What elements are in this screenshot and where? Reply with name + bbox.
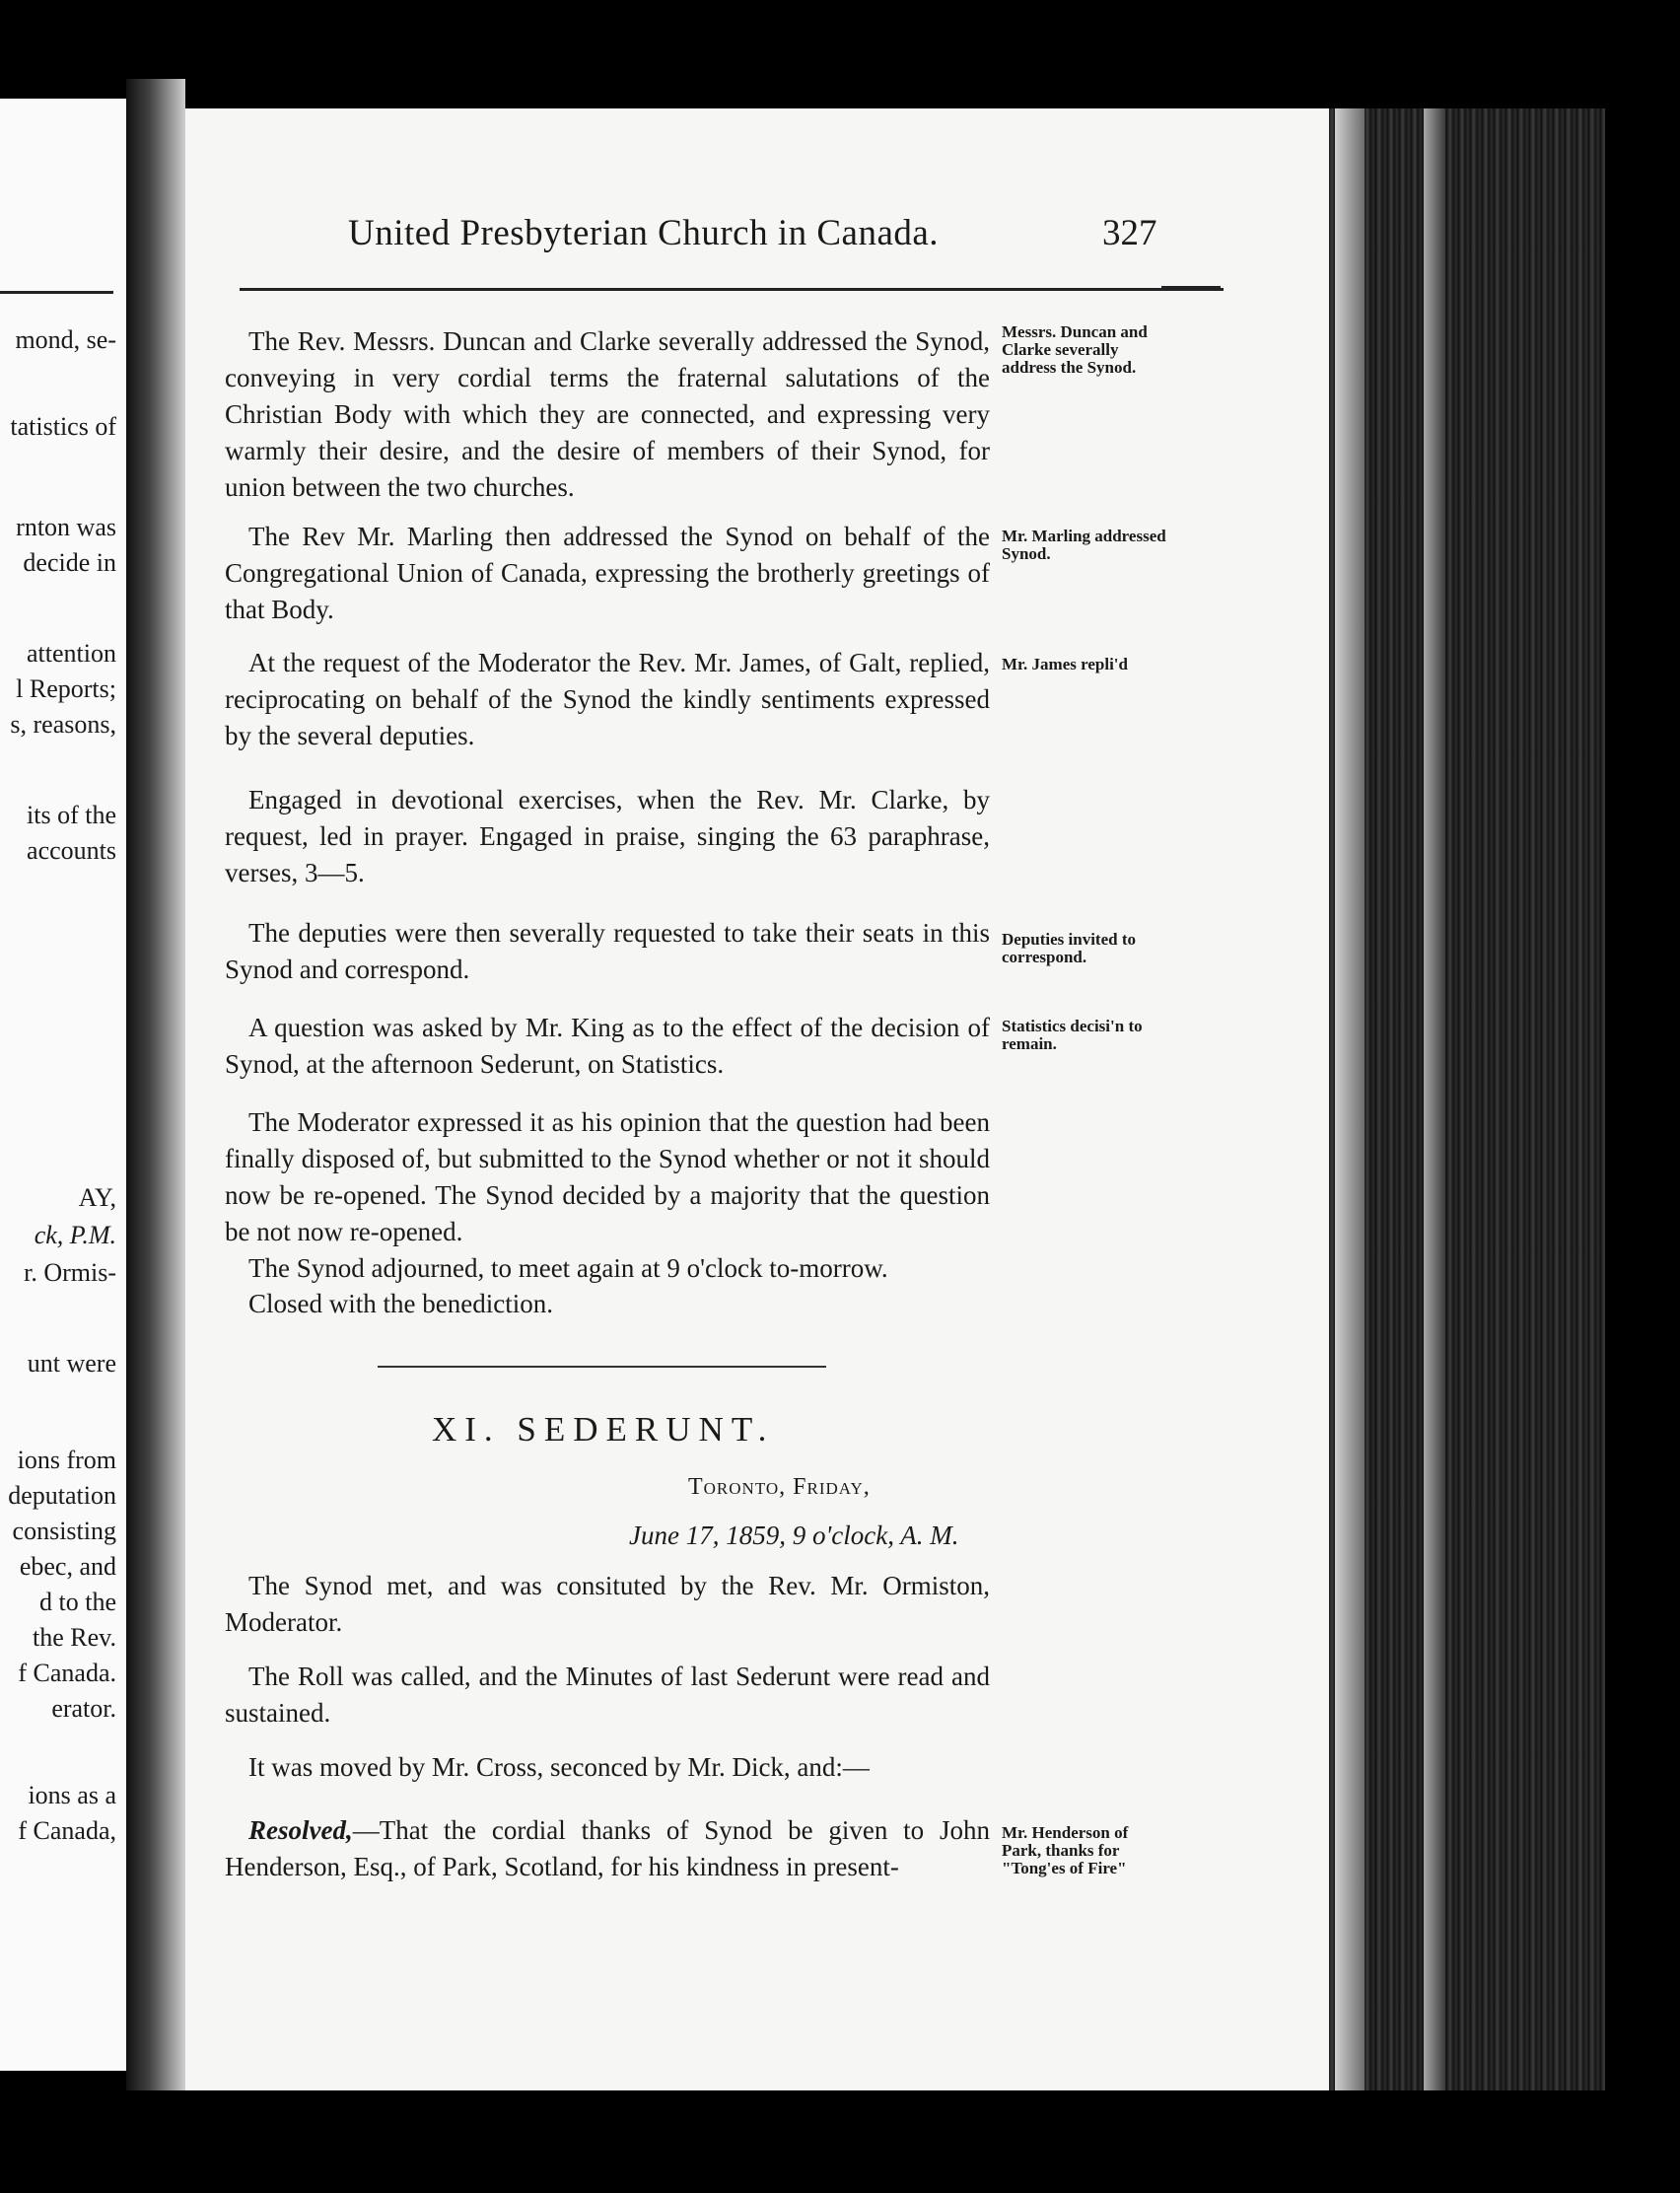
resolved-label: Resolved, xyxy=(248,1815,353,1845)
resolution-paragraph xyxy=(225,1812,990,1885)
page-number: 327 xyxy=(1102,213,1157,253)
margin-note: Mr. Henderson of Park, thanks for "Tong'es of Fire" xyxy=(1002,1823,1129,1877)
paragraph: The deputies were then severally requested to take their seats in this Synod and correspond. xyxy=(225,918,990,984)
section-heading: XI. SEDERUNT. xyxy=(432,1410,775,1449)
resolution-text: —That the cordial thanks of Synod be given to John Henderson, Esq., of Park, Scotland, for his kindness in present- xyxy=(225,1815,990,1881)
paragraph: A question was asked by Mr. King as to the effect of the decision of Synod, at the afternoon Sederunt, on Statistics. xyxy=(225,1013,990,1079)
previous-page-line: consisting xyxy=(12,1517,116,1545)
previous-page-fragment xyxy=(0,99,126,2071)
previous-page-line: attention xyxy=(27,639,116,668)
paragraph: The Moderator expressed it as his opinion that the question had been finally disposed of, but submitted to the Synod whether or not it should now be re-opened. The Synod decided by a majority that the question be not now re-opened. xyxy=(225,1107,990,1246)
previous-page-line: unt were xyxy=(27,1349,116,1378)
page-edge-highlight xyxy=(1335,108,1365,2090)
previous-page-line: ebec, and xyxy=(19,1552,116,1581)
paragraph: The Synod met, and was consituted by the Rev. Mr. Ormiston, Moderator. xyxy=(225,1571,990,1637)
paragraph: Engaged in devotional exercises, when the Rev. Mr. Clarke, by request, led in prayer. Engaged in praise, singing the 63 paraphrase, verses, 3—5. xyxy=(225,785,990,887)
dateline-place: Toronto, Friday, xyxy=(688,1474,871,1500)
margin-note: Mr. Marling addressed Synod. xyxy=(1002,527,1166,563)
previous-page-line: r. Ormis- xyxy=(24,1258,116,1287)
previous-page-line: decide in xyxy=(23,548,116,577)
header-rule-accent xyxy=(1161,286,1221,290)
header-rule xyxy=(240,288,1224,291)
previous-page-line: s, reasons, xyxy=(10,710,116,739)
book-gutter xyxy=(126,79,185,2090)
previous-page-line: d to the xyxy=(39,1588,116,1616)
paragraph: The Rev. Messrs. Duncan and Clarke severally addressed the Synod, conveying in very cordial terms the fraternal salutations of the Christian Body with which they are connected, and expressing very warmly their desire, and the desire of members of their Synod, for union between the two churches. xyxy=(225,326,990,502)
paragraph: At the request of the Moderator the Rev. Mr. James, of Galt, replied, reciprocating on behalf of the Synod the kindly sentiments expressed by the several deputies. xyxy=(225,648,990,750)
previous-page-line: rnton was xyxy=(16,513,116,541)
margin-note: Messrs. Duncan and Clarke severally address the Synod. xyxy=(1002,322,1148,377)
previous-page-line: the Rev. xyxy=(33,1623,116,1652)
previous-page-line: ck, P.M. xyxy=(34,1221,116,1249)
previous-page-line: tatistics of xyxy=(10,412,116,441)
margin-note: Deputies invited to correspond. xyxy=(1002,930,1136,966)
previous-page-line: f Canada. xyxy=(18,1659,116,1687)
paragraph: The Rev Mr. Marling then addressed the Synod on behalf of the Congregational Union of Canada, expressing the brotherly greetings of that Body. xyxy=(225,522,990,624)
previous-page-line: l Reports; xyxy=(16,674,116,703)
section-separator xyxy=(378,1366,826,1368)
margin-note: Mr. James repli'd xyxy=(1002,655,1128,673)
dateline-date: June 17, 1859, 9 o'clock, A. M. xyxy=(629,1521,959,1550)
paragraph: Closed with the benediction. xyxy=(248,1289,553,1318)
margin-note: Statistics decisi'n to remain. xyxy=(1002,1017,1143,1053)
previous-page-line: f Canada, xyxy=(18,1816,116,1845)
running-title: United Presbyterian Church in Canada. xyxy=(348,213,940,253)
previous-page-line: its of the xyxy=(27,801,116,829)
previous-page-line: accounts xyxy=(27,836,116,865)
book-page-edges xyxy=(1329,108,1605,2090)
page-edge-highlight xyxy=(1424,108,1445,2090)
paragraph: It was moved by Mr. Cross, seconced by Mr. Dick, and:— xyxy=(248,1752,870,1782)
book-page xyxy=(185,108,1329,2090)
previous-page-line: mond, se- xyxy=(15,325,116,354)
paragraph: The Synod adjourned, to meet again at 9 o'clock to-morrow. xyxy=(248,1253,888,1283)
previous-page-line: AY, xyxy=(78,1183,116,1212)
previous-page-line: erator. xyxy=(51,1694,116,1723)
previous-page-line: ions from xyxy=(17,1446,116,1474)
paragraph: The Roll was called, and the Minutes of last Sederunt were read and sustained. xyxy=(225,1662,990,1728)
previous-page-header-rule xyxy=(0,291,113,294)
previous-page-line: deputation xyxy=(8,1481,116,1510)
previous-page-line: ions as a xyxy=(28,1781,116,1809)
